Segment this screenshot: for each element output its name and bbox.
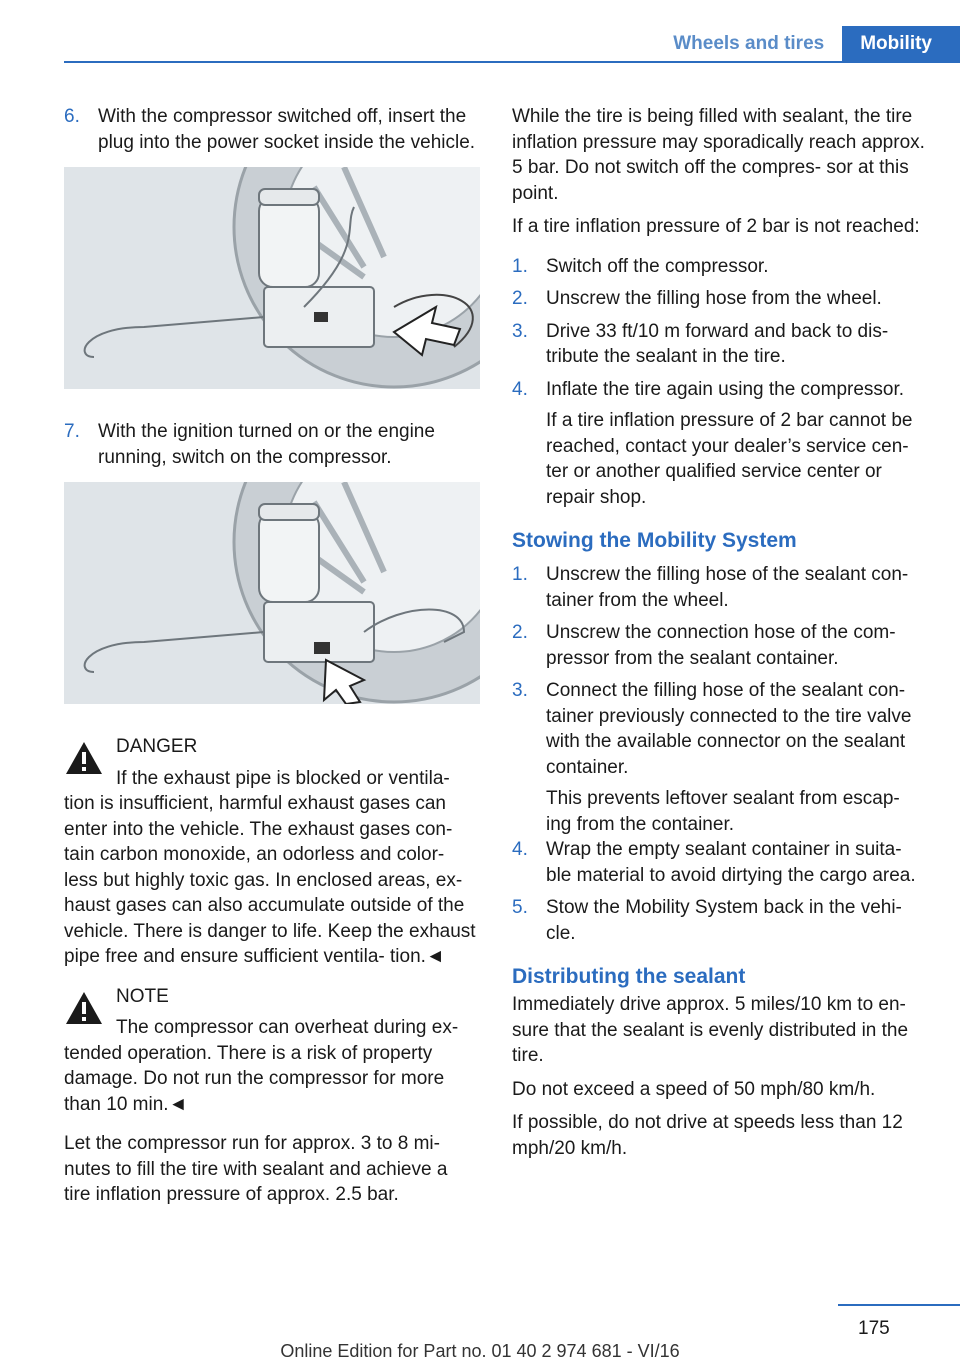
list-item: [512, 286, 928, 312]
figure-switch-on-compressor: [64, 482, 480, 704]
step-number: 2.: [512, 288, 528, 309]
step-text: Switch off the compressor.: [546, 255, 769, 277]
note-title: NOTE: [116, 985, 169, 1007]
distribute-text: Immediately drive approx. 5 miles/10 km to en‐ sure that the sealant is evenly distributed in the tire.: [512, 994, 909, 1066]
list-item: [512, 620, 928, 671]
header-rule: [64, 61, 960, 63]
step-subtext: If a tire inflation pressure of 2 bar cannot be reached, contact your dealer’s service cen‐ ter or another qualified service center or repair shop.: [546, 410, 913, 508]
step-text: With the ignition turned on or the engine running, switch on the compressor.: [98, 421, 435, 468]
step-subtext: This prevents leftover sealant from escap‐ ing from the container.: [546, 788, 900, 835]
step-number: 6.: [64, 106, 80, 127]
step-text: Stow the Mobility System back in the vehi‐ cle.: [546, 897, 902, 944]
speed-limit-text: Do not exceed a speed of 50 mph/80 km/h.: [512, 1078, 876, 1100]
danger-title: DANGER: [116, 736, 198, 757]
heading-stowing: Stowing the Mobility System: [512, 529, 797, 552]
figure-plug-in-compressor: [64, 167, 480, 389]
list-item: [512, 319, 928, 370]
footer-rule: [838, 1304, 960, 1306]
note-warning: [64, 984, 479, 1118]
step-number: 2.: [512, 622, 528, 643]
section-tab[interactable]: Wheels and tires: [673, 33, 825, 54]
left-column: [64, 104, 479, 1216]
right-column: [512, 104, 928, 1169]
note-lead: The compressor can overheat during ex‐: [116, 1017, 459, 1038]
list-item: [512, 837, 928, 888]
chapter-tab[interactable]: Mobility: [842, 26, 960, 62]
step-7: [64, 419, 479, 470]
step-6: [64, 104, 479, 155]
step-number: 3.: [512, 320, 528, 342]
step-number: 7.: [64, 421, 80, 442]
step-text: Inflate the tire again using the compressor.: [546, 378, 905, 400]
header-tabs: [655, 26, 960, 62]
edition-text: Online Edition for Part no. 01 40 2 974 681 - VI/16: [280, 1341, 680, 1361]
step-text: Unscrew the filling hose of the sealant con‐ tainer from the wheel.: [546, 564, 909, 611]
list-item: [512, 377, 928, 403]
pressure-not-reached-text: If a tire inflation pressure of 2 bar is not reached:: [512, 216, 920, 237]
step-number: 1.: [512, 564, 528, 585]
danger-warning: [64, 734, 479, 970]
heading-distributing: Distributing the sealant: [512, 965, 746, 988]
step-number: 3.: [512, 680, 528, 701]
list-item: [512, 895, 928, 946]
step-number: 5.: [512, 897, 528, 918]
step-number: 1.: [512, 255, 528, 277]
step-text: Wrap the empty sealant container in suita‐ ble material to avoid dirtying the cargo area.: [546, 839, 916, 886]
min-speed-text: If possible, do not drive at speeds less than 12 mph/20 km/h.: [512, 1112, 903, 1159]
step-text: Unscrew the filling hose from the wheel.: [546, 288, 882, 309]
list-item: [512, 562, 928, 613]
danger-lead: If the exhaust pipe is blocked or ventila‐: [116, 767, 450, 789]
list-item: [512, 254, 928, 280]
step-number: 4.: [512, 378, 528, 400]
danger-body: tion is insufficient, harmful exhaust gases can enter into the vehicle. The exhaust gases con‐ tain carbon monoxide, an odorless and color‐ less but highly toxic gas. In enclosed areas, ex‐ haust gases can also accumulate outside of the vehicle. There is danger to life. Keep the exhaust pipe free and ensure sufficient ventila‐ tion.◄: [64, 793, 476, 967]
step-text: Connect the filling hose of the sealant con‐ tainer previously connected to the tire valve with the available connector on the sealant container.: [546, 680, 912, 778]
step-text: With the compressor switched off, insert the plug into the power socket inside the vehicle.: [98, 106, 476, 153]
list-item: [512, 678, 928, 780]
filling-pressure-text: While the tire is being filled with sealant, the tire inflation pressure may sporadically reach approx. 5 bar. Do not switch off the compres‐ sor at this point.: [512, 106, 925, 204]
warning-triangle-icon: [64, 990, 104, 1026]
run-compressor-text: Let the compressor run for approx. 3 to 8 mi‐ nutes to fill the tire with sealant and achieve a tire inflation pressure of approx. 2.5 bar.: [64, 1133, 448, 1205]
warning-triangle-icon: [64, 740, 104, 776]
note-body: tended operation. There is a risk of property damage. Do not run the compressor for more than 10 min.◄: [64, 1042, 445, 1115]
page-number: 175: [858, 1318, 890, 1339]
step-number: 4.: [512, 839, 528, 860]
step-text: Unscrew the connection hose of the com‐ pressor from the sealant container.: [546, 622, 896, 669]
step-text: Drive 33 ft/10 m forward and back to dis‐ tribute the sealant in the tire.: [546, 320, 889, 367]
